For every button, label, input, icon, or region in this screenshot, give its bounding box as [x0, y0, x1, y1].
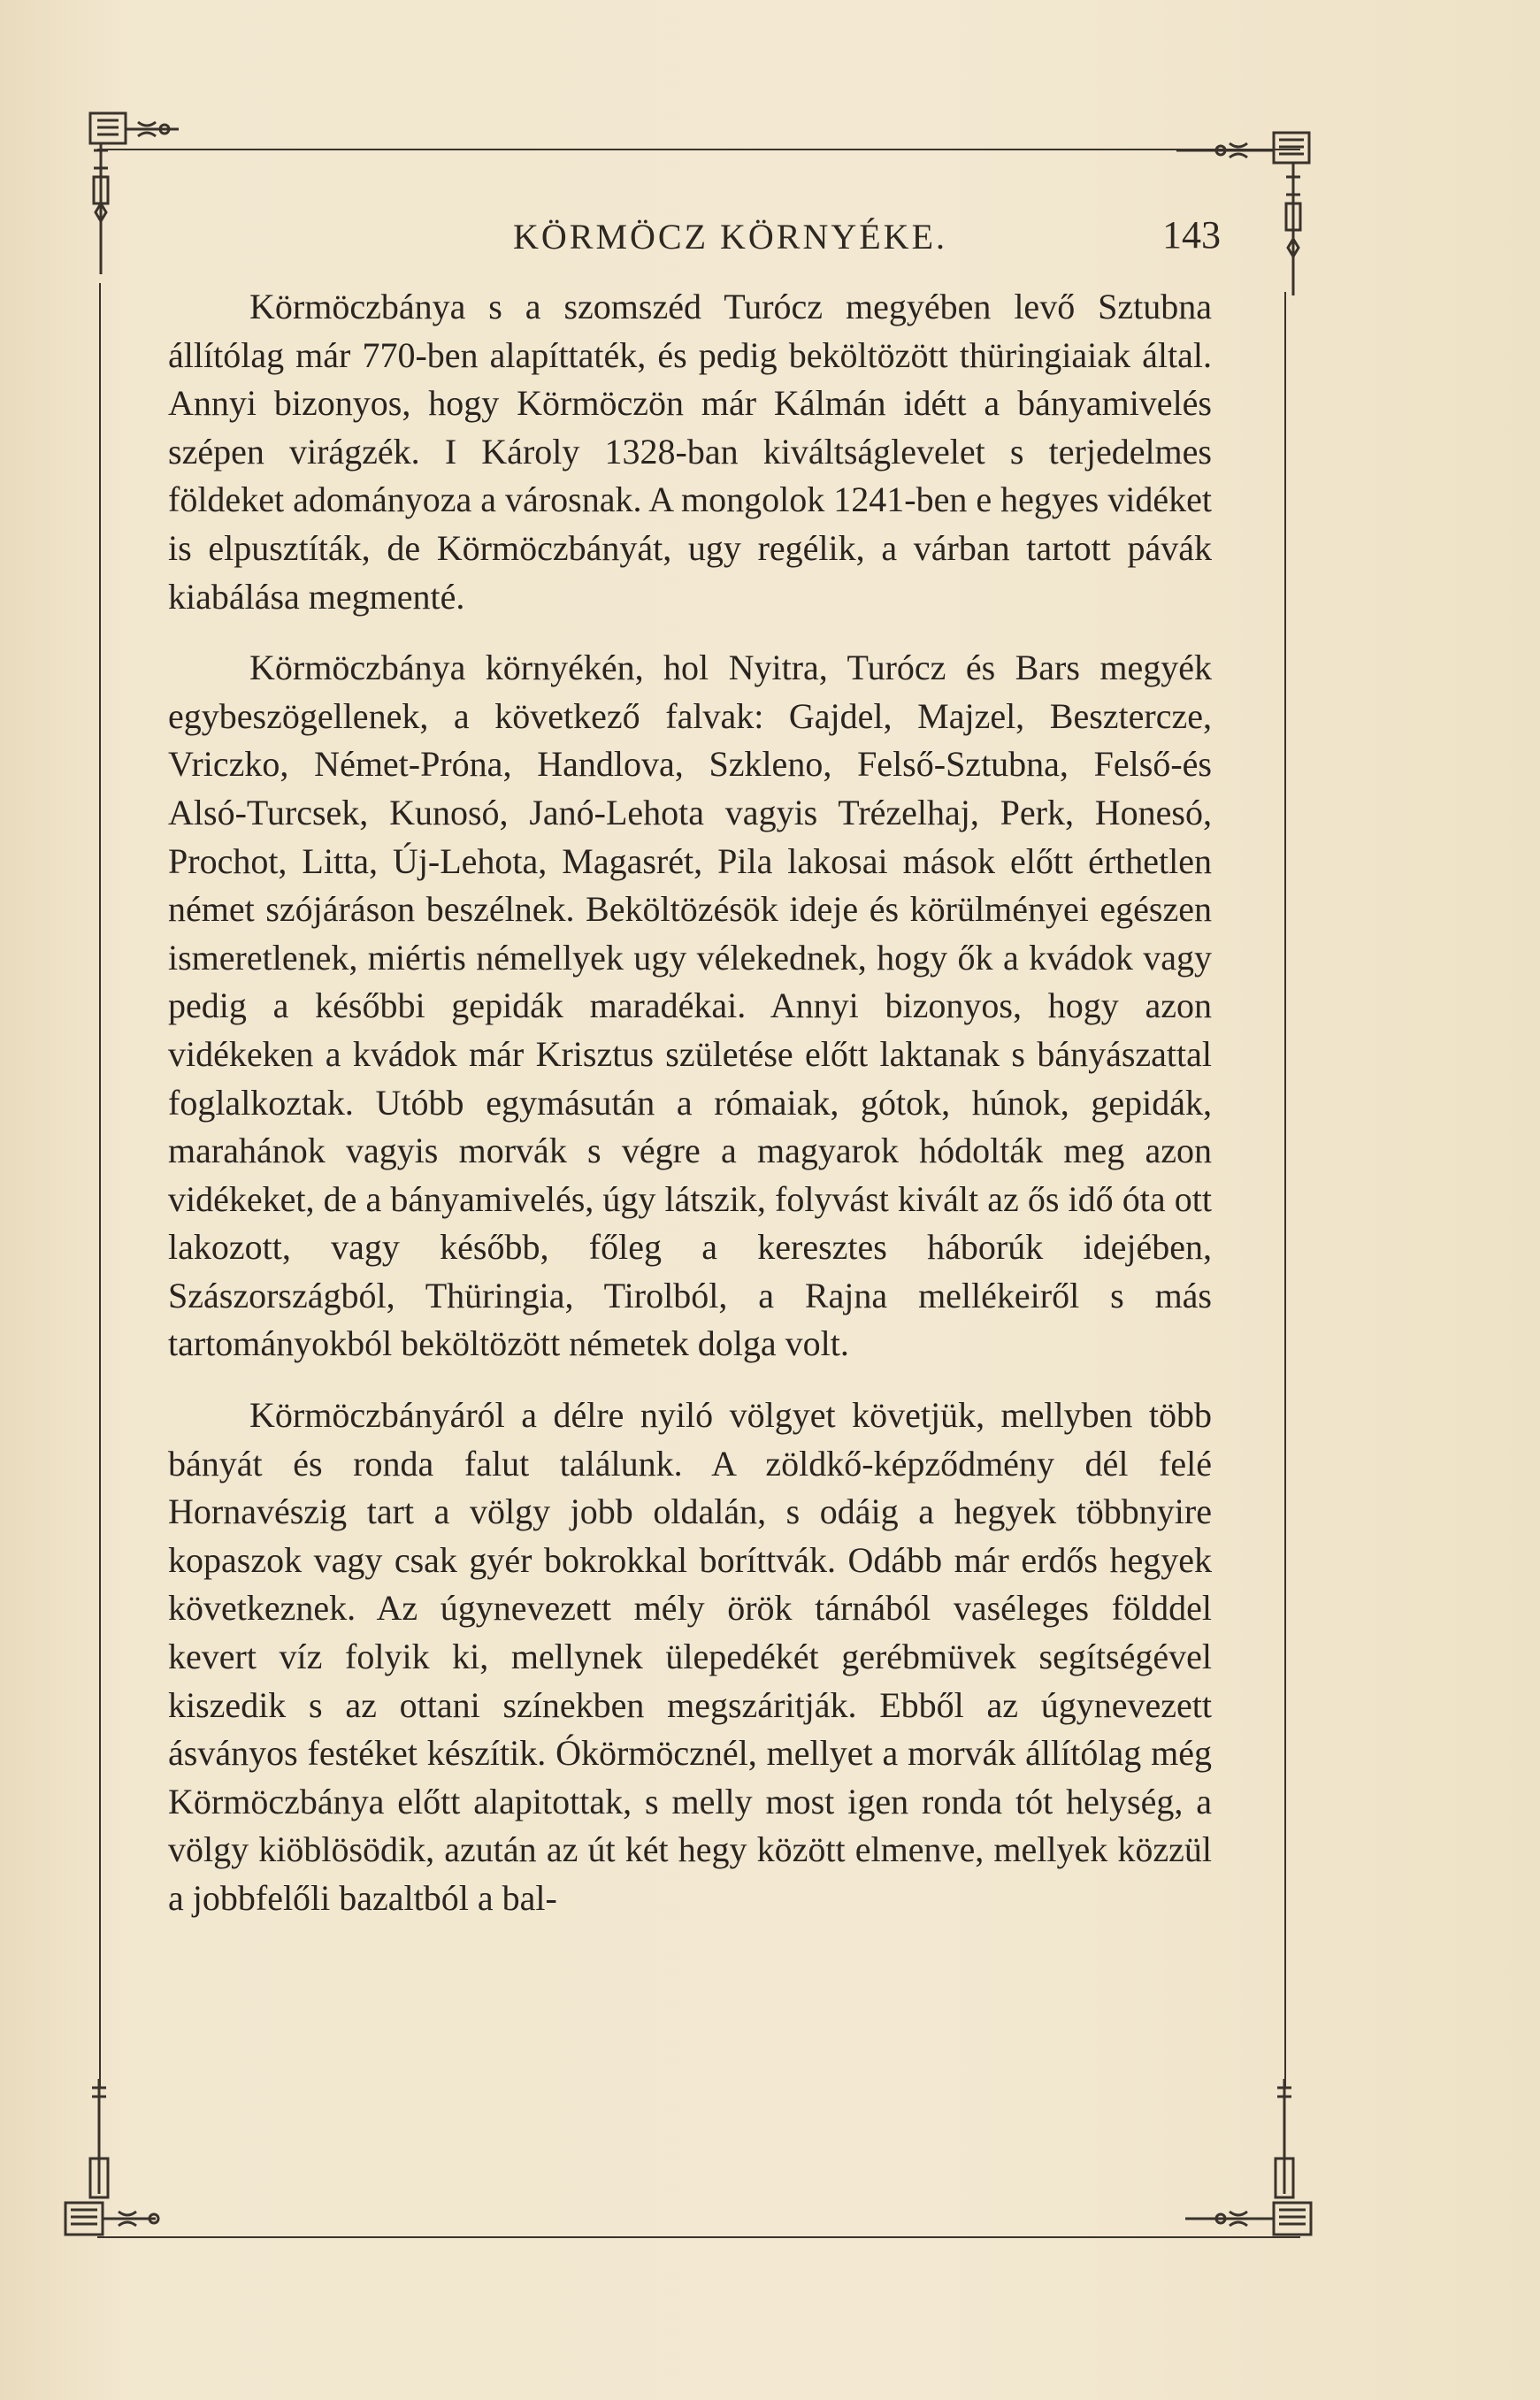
body-text: [168, 283, 1212, 1923]
running-title: KÖRMÖCZ KÖRNYÉKE.: [513, 217, 947, 257]
paragraph-2: Körmöczbánya környékén, hol Nyitra, Turócz és Bars megyék egybeszögellenek, a következő falvak: Gajdel, Majzel, Besztercze, Vriczko, Német-Próna, Handlova, Szkleno, Felső-Sztubna, Felső-és Alsó-Turcsek, Kunosó, Janó-Lehota vagyis Trézelhaj, Perk, Honesó, Prochot, Litta, Új-Lehota, Magasrét, Pila lakosai mások előtt érthetlen német szójáráson beszélnek. Beköltözésök ideje és körülményei egészen ismeretlenek, miértis némellyek ugy vélekednek, hogy ők a kvádok vagy pedig a későbbi gepidák maradékai. Annyi bizonyos, hogy azon vidékeken a kvádok már Krisztus születése előtt laktanak s bányászattal foglalkoztak. Utóbb egymásután a rómaiak, gótok, húnok, gepidák, marahánok vagyis morvák s végre a magyarok hódolták meg azon vidékeket, de a bányamivelés, úgy látszik, folyvást kivált az ős idő óta ott lakozott, vagy később, főleg a keresztes háborúk idejében, Szászországból, Thüringia, Tirolból, a Rajna mellékeiről s más tartományokból beköltözött németek dolga volt.: [168, 648, 1212, 1364]
corner-ornament-icon: [48, 2070, 260, 2282]
top-rule: [97, 149, 1300, 150]
right-rule: [1284, 292, 1286, 2088]
left-rule: [99, 283, 101, 2088]
page-number: 143: [1162, 213, 1221, 257]
page-header: [168, 212, 1221, 265]
paragraph-3: Körmöczbányáról a délre nyiló völgyet követjük, mellyben több bányát és ronda falut találunk. A zöldkő-képződmény dél felé Hornavészig tart a völgy jobb oldalán, s odáig a hegyek többnyire kopaszok vagy csak gyér bokrokkal boríttvák. Odább már erdős hegyek következnek. Az úgynevezett mély örök tárnából vaséleges földdel kevert víz folyik ki, mellynek ülepedékét gerébmüvek segítségével kiszedik s az ottani színekben megszáritják. Ebből az úgynevezett ásványos festéket készítik. Ókörmöcznél, mellyet a morvák állítólag még Körmöczbánya előtt alapitottak, s melly most igen ronda tót helység, a völgy kiöblösödik, azután az út két hegy között elmenve, mellyek közzül a jobbfelőli bazaltból a bal-: [168, 1395, 1212, 1918]
paragraph-1: Körmöczbánya s a szomszéd Turócz megyében levő Sztubna állítólag már 770-ben alapíttaték, és pedig beköltözött thüringiaiak által. Annyi bizonyos, hogy Körmöczön már Kálmán idétt a bányamivelés szépen virágzék. I Károly 1328-ban kiváltságlevelet s terjedelmes földeket adományoza a városnak. A mongolok 1241-ben e hegyes vidéket is elpusztíták, de Körmöczbányát, ugy regélik, a várban tartott pávák kiabálása megmenté.: [168, 287, 1212, 617]
corner-ornament-icon: [1106, 2070, 1318, 2282]
